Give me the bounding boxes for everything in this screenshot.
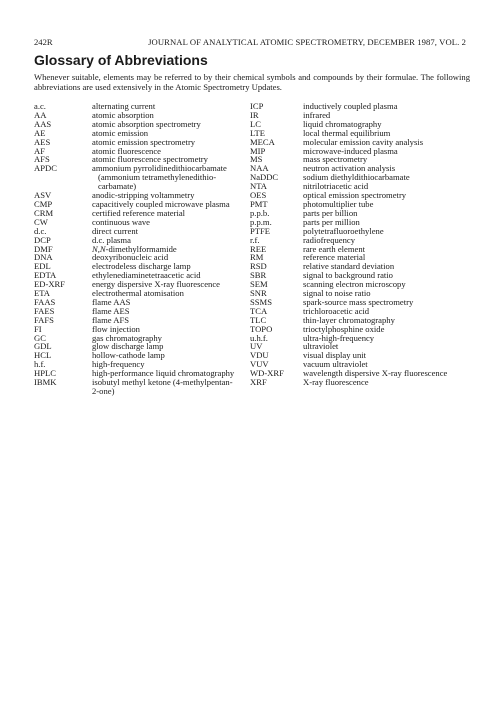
definition-text: isobutyl methyl ketone (4-methylpentan-: [92, 377, 233, 388]
abbreviation: TLC: [250, 314, 267, 325]
definition-text: parts per million: [303, 216, 360, 227]
definition-text: infrared: [303, 109, 331, 120]
abbreviation: NaDDC: [250, 172, 279, 183]
abbreviation: IBMK: [34, 377, 57, 388]
abbreviation: AE: [34, 127, 46, 138]
abbreviation: ED-XRF: [34, 279, 66, 290]
definition-text: parts per billion: [303, 207, 358, 218]
abbreviation: PTFE: [250, 225, 271, 236]
glossary-entry: [34, 218, 248, 227]
abbreviation: IR: [250, 109, 259, 120]
abbreviation: HPLC: [34, 368, 56, 379]
abbreviation: ICP: [250, 101, 264, 111]
abbreviation: u.h.f.: [250, 332, 268, 343]
abbreviation: FAES: [34, 305, 55, 316]
glossary-entry: [250, 227, 468, 236]
abbreviation: p.p.b.: [250, 207, 270, 218]
glossary-column-left: [34, 102, 248, 396]
abbreviation: d.c.: [34, 225, 47, 236]
definition-text: capacitively coupled microwave plasma: [92, 198, 230, 209]
abbreviation: AAS: [34, 118, 52, 129]
definition-text: wavelength dispersive X-ray fluorescence: [303, 368, 448, 379]
abbreviation: ASV: [34, 190, 52, 201]
abbreviation: RSD: [250, 261, 267, 272]
abbreviation: DMF: [34, 243, 53, 254]
definition-text: high-performance liquid chromatography: [92, 368, 235, 379]
definition-text: reference material: [303, 252, 366, 263]
definition-text: microwave-induced plasma: [303, 145, 398, 156]
definition-text: deoxyribonucleic acid: [92, 252, 169, 263]
abbreviation: r.f.: [250, 234, 260, 245]
definition-text: atomic emission spectrometry: [92, 136, 196, 147]
definition-text: atomic absorption spectrometry: [92, 118, 201, 129]
abbreviation: DCP: [34, 234, 51, 245]
definition: [92, 164, 248, 191]
definition-text: -dimethylformamide: [105, 243, 177, 254]
definition-text: alternating current: [92, 101, 156, 111]
abbreviation: REE: [250, 243, 267, 254]
abbreviation: CW: [34, 216, 48, 227]
glossary-column-right: [250, 102, 468, 387]
abbreviation: UV: [250, 341, 263, 352]
definition-text: trioctylphosphine oxide: [303, 323, 385, 334]
abbreviation: AFS: [34, 154, 50, 165]
abbreviation: WD-XRF: [250, 368, 284, 379]
definition-text: hollow-cathode lamp: [92, 350, 165, 361]
definition-italic-prefix: N,N: [92, 243, 106, 254]
abbreviation: TCA: [250, 305, 268, 316]
abbreviation: FI: [34, 323, 42, 334]
intro-paragraph: Whenever suitable, elements may be referred to by their chemical symbols and compounds by their formulae. The following abbreviations are used extensively in the Atomic Spectrometry Updates.: [34, 72, 470, 92]
definition-continuation: (ammonium tetramethylenedithio-: [98, 172, 217, 183]
abbreviation: FAAS: [34, 296, 56, 307]
abbreviation: MIP: [250, 145, 266, 156]
journal-citation: JOURNAL OF ANALYTICAL ATOMIC SPECTROMETRY, DECEMBER 1987, VOL. 2: [148, 37, 466, 47]
definition-text: anodic-stripping voltammetry: [92, 190, 195, 201]
abbreviation: APDC: [34, 163, 57, 174]
abbreviation: GDL: [34, 341, 52, 352]
definition-text: flow injection: [92, 323, 140, 334]
definition-text: radiofrequency: [303, 234, 356, 245]
abbreviation: DNA: [34, 252, 53, 263]
abbreviation: AA: [34, 109, 47, 120]
definition-text: thin-layer chromatography: [303, 314, 395, 325]
abbreviation: OES: [250, 190, 267, 201]
definition: [92, 378, 248, 396]
abbreviation: VUV: [250, 359, 269, 370]
glossary-entry: [250, 102, 468, 111]
definition-text: flame AFS: [92, 314, 130, 325]
definition-text: d.c. plasma: [92, 234, 131, 245]
abbreviation: HCL: [34, 350, 52, 361]
abbreviation: XRF: [250, 377, 267, 388]
abbreviation: EDTA: [34, 270, 57, 281]
abbreviation: SSMS: [250, 296, 272, 307]
glossary-entry: [34, 164, 248, 191]
glossary-entry: [34, 227, 248, 236]
abbreviation: PMT: [250, 198, 268, 209]
abbreviation: FAFS: [34, 314, 54, 325]
definition-text: ethylenediaminetetraacetic acid: [92, 270, 201, 281]
definition-text: signal to background ratio: [303, 270, 393, 281]
abbreviation: RM: [250, 252, 264, 263]
definition-text: glow discharge lamp: [92, 341, 164, 352]
abbreviation: SNR: [250, 288, 267, 299]
definition-text: local thermal equilibrium: [303, 127, 391, 138]
glossary-entry: [34, 316, 248, 325]
definition-text: X-ray fluorescence: [303, 377, 369, 388]
abbreviation: CRM: [34, 207, 54, 218]
abbreviation: AF: [34, 145, 45, 156]
definition-text: sodium diethyldithiocarbamate: [303, 172, 410, 183]
glossary-entry: [250, 378, 468, 387]
abbreviation: NTA: [250, 181, 267, 192]
definition-text: electrodeless discharge lamp: [92, 261, 191, 272]
abbreviation: MS: [250, 154, 263, 165]
definition-text: electrothermal atomisation: [92, 288, 184, 299]
running-header: [34, 36, 466, 48]
definition-text: optical emission spectrometry: [303, 190, 407, 201]
definition-text: gas chromatography: [92, 332, 162, 343]
abbreviation: SEM: [250, 279, 268, 290]
definition-text: high-frequency: [92, 359, 145, 370]
glossary-entry: [250, 200, 468, 209]
abbreviation: AES: [34, 136, 51, 147]
abbreviation: TOPO: [250, 323, 273, 334]
abbreviation: LTE: [250, 127, 265, 138]
definition-text: flame AAS: [92, 296, 131, 307]
definition-text: polytetrafluoroethylene: [303, 225, 384, 236]
definition-text: molecular emission cavity analysis: [303, 136, 424, 147]
glossary-entry: [34, 378, 248, 396]
definition-text: mass spectrometry: [303, 154, 368, 165]
definition-text: rare earth element: [303, 243, 366, 254]
definition-text: ammonium pyrrolidinedithiocarbamate: [92, 163, 227, 174]
definition-continuation: 2-one): [92, 386, 115, 396]
definition-continuation: carbamate): [98, 181, 137, 192]
definition-text: signal to noise ratio: [303, 288, 371, 299]
definition-text: energy dispersive X-ray fluorescence: [92, 279, 220, 290]
definition-text: ultraviolet: [303, 341, 339, 352]
abbreviation: a.c.: [34, 101, 46, 111]
page-number: 242R: [34, 37, 53, 47]
abbreviation: h.f.: [34, 359, 46, 370]
definition-text: atomic emission: [92, 127, 149, 138]
definition-text: ultra-high-frequency: [303, 332, 375, 343]
abbreviation: SBR: [250, 270, 267, 281]
abbreviation: NAA: [250, 163, 269, 174]
glossary-entry: [34, 307, 248, 316]
definition-text: spark-source mass spectrometry: [303, 296, 414, 307]
definition-text: inductively coupled plasma: [303, 101, 398, 111]
definition: [303, 378, 468, 387]
definition-text: photomultiplier tube: [303, 198, 374, 209]
definition-text: certified reference material: [92, 207, 186, 218]
definition-text: visual display unit: [303, 350, 367, 361]
definition-text: atomic fluorescence: [92, 145, 161, 156]
abbreviation: GC: [34, 332, 46, 343]
definition-text: atomic absorption: [92, 109, 154, 120]
definition-text: vacuum ultraviolet: [303, 359, 368, 370]
definition-text: direct current: [92, 225, 139, 236]
abbreviation: MECA: [250, 136, 275, 147]
glossary-entry: [34, 298, 248, 307]
abbreviation: ETA: [34, 288, 51, 299]
definition-text: trichloroacetic acid: [303, 305, 370, 316]
glossary-entry: [250, 334, 468, 343]
definition-text: scanning electron microscopy: [303, 279, 406, 290]
page-title: Glossary of Abbreviations: [34, 52, 208, 68]
abbreviation: LC: [250, 118, 261, 129]
definition-text: atomic fluorescence spectrometry: [92, 154, 208, 165]
definition-text: neutron activation analysis: [303, 163, 396, 174]
definition-text: liquid chromatography: [303, 118, 382, 129]
abbreviation: p.p.m.: [250, 216, 272, 227]
definition-text: relative standard deviation: [303, 261, 395, 272]
abbreviation: EDL: [34, 261, 51, 272]
definition-text: continuous wave: [92, 216, 150, 227]
definition-text: nitrilotriacetic acid: [303, 181, 369, 192]
glossary-entry: [34, 289, 248, 298]
abbreviation: VDU: [250, 350, 269, 361]
abbreviation: CMP: [34, 198, 53, 209]
definition-text: flame AES: [92, 305, 130, 316]
